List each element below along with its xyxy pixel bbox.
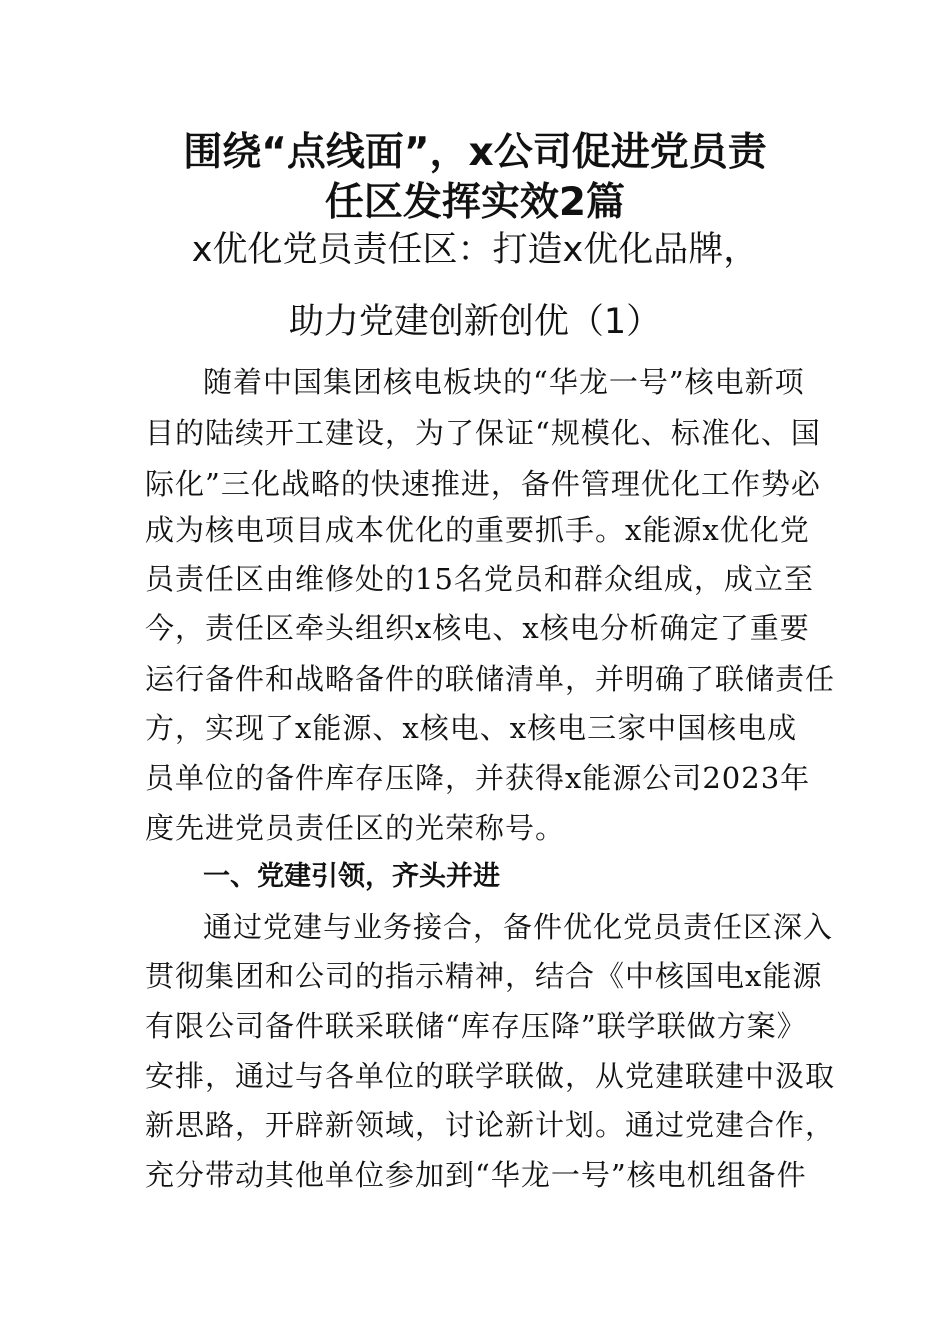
paragraph-1-line: 运行备件和战略备件的联储清单，并明确了联储责任 — [145, 662, 836, 696]
document-title-line-1: 围绕“点线面”，x公司促进党员责 — [183, 130, 767, 175]
paragraph-1-line: 目的陆续开工建设，为了保证“规模化、标准化、国 — [145, 416, 821, 450]
paragraph-1-line: 际化”三化战略的快速推进，备件管理优化工作势必 — [145, 467, 821, 501]
paragraph-2-line: 安排，通过与各单位的联学联做，从党建联建中汲取 — [145, 1059, 836, 1093]
article-subtitle-line-1: x优化党员责任区：打造x优化品牌， — [191, 230, 759, 270]
paragraph-1-line: 员责任区由维修处的15名党员和群众组成，成立至 — [145, 562, 814, 596]
paragraph-2-line: 通过党建与业务接合，备件优化党员责任区深入 — [203, 910, 834, 944]
paragraph-2-line: 有限公司备件联采联储“库存压降”联学联做方案》 — [145, 1009, 807, 1043]
article-subtitle-line-2: 助力党建创新创优（1） — [288, 302, 662, 342]
paragraph-2-line: 新思路，开辟新领域，讨论新计划。通过党建合作， — [145, 1108, 836, 1142]
paragraph-2-line: 充分带动其他单位参加到“华龙一号”核电机组备件 — [145, 1158, 807, 1192]
paragraph-2-line: 贯彻集团和公司的指示精神，结合《中核国电x能源 — [145, 959, 823, 993]
paragraph-1-line: 方，实现了x能源、x核电、x核电三家中国核电成 — [145, 711, 798, 745]
document-title-line-2: 任区发挥实效2篇 — [324, 180, 626, 225]
paragraph-1-line: 度先进党员责任区的光荣称号。 — [145, 811, 566, 845]
paragraph-1-line: 随着中国集团核电板块的“华龙一号”核电新项 — [203, 365, 805, 399]
paragraph-1-line: 今，责任区牵头组织x核电、x核电分析确定了重要 — [145, 611, 810, 645]
paragraph-1-line: 成为核电项目成本优化的重要抓手。x能源x优化党 — [145, 513, 810, 547]
section-heading: 一、党建引领，齐头并进 — [203, 861, 500, 892]
paragraph-1-line: 员单位的备件库存压降，并获得x能源公司2023年 — [145, 761, 811, 795]
